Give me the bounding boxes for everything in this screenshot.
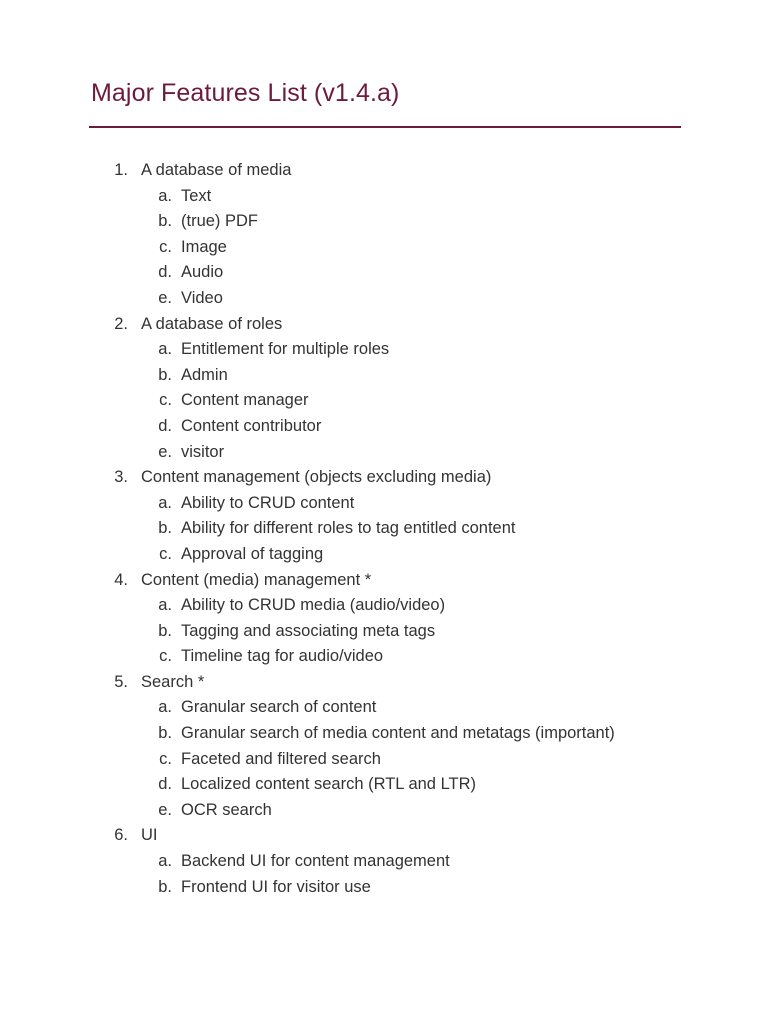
feature-item-text: A database of media	[141, 161, 292, 179]
feature-subitem-text: Timeline tag for audio/video	[181, 647, 384, 666]
feature-subitem-letter: b.	[158, 877, 172, 896]
feature-subitem	[0, 209, 768, 235]
document-title: Major Features List (v1.4.a)	[91, 79, 400, 107]
feature-subitem-text: Faceted and filtered search	[181, 749, 381, 768]
feature-subitem	[0, 798, 768, 824]
features-list	[0, 158, 768, 900]
feature-item-text: Content (media) management *	[141, 570, 372, 589]
feature-subitem-text: Ability to CRUD media (audio/video)	[181, 596, 446, 615]
feature-subitem	[0, 644, 768, 670]
feature-subitem-letter: b.	[158, 519, 172, 538]
feature-subitem-letter: b.	[158, 212, 172, 231]
feature-item-number: 3.	[114, 468, 128, 487]
feature-subitem-text: Approval of tagging	[181, 544, 324, 563]
feature-subitem-letter: a.	[158, 340, 172, 359]
feature-subitem	[0, 593, 768, 619]
feature-subitem	[0, 337, 768, 363]
feature-subitem-letter: e.	[158, 442, 172, 461]
feature-item-number: 6.	[114, 826, 128, 845]
feature-subitem	[0, 849, 768, 875]
feature-item-text: Search *	[141, 672, 205, 691]
feature-subitem	[0, 235, 768, 261]
feature-subitem-text: visitor	[181, 442, 225, 461]
feature-subitem-letter: c.	[159, 544, 172, 563]
title-underline-rule	[89, 126, 681, 128]
feature-subitem-letter: d.	[158, 416, 172, 435]
feature-item-number: 5.	[114, 672, 128, 691]
feature-subitem-text: Granular search of media content and metatags (important)	[181, 724, 615, 743]
feature-item	[0, 670, 768, 696]
feature-subitem	[0, 414, 768, 440]
feature-subitem-letter: b.	[158, 621, 172, 640]
feature-item-text: Content management (objects excluding media)	[141, 468, 492, 487]
feature-subitem	[0, 363, 768, 389]
feature-subitem	[0, 542, 768, 568]
feature-subitem-letter: d.	[158, 263, 172, 282]
feature-subitem	[0, 388, 768, 414]
feature-subitem	[0, 695, 768, 721]
feature-subitem-text: Content contributor	[181, 416, 322, 435]
feature-subitem-text: Frontend UI for visitor use	[181, 877, 371, 896]
feature-subitem-letter: d.	[158, 775, 172, 794]
feature-subitem-text: Image	[181, 237, 227, 256]
feature-subitem	[0, 721, 768, 747]
feature-subitem	[0, 491, 768, 517]
feature-subitem-text: Backend UI for content management	[181, 852, 450, 871]
feature-item	[0, 312, 768, 338]
feature-subitem-letter: b.	[158, 365, 172, 384]
feature-subitem-text: Ability for different roles to tag entitled content	[181, 519, 516, 538]
feature-subitem-text: Audio	[181, 263, 224, 282]
feature-subitem-letter: c.	[159, 647, 172, 666]
feature-subitem-text: (true) PDF	[181, 212, 259, 231]
feature-subitem-letter: c.	[159, 237, 172, 256]
feature-item-text: UI	[141, 826, 158, 845]
feature-item	[0, 823, 768, 849]
feature-subitem-letter: e.	[158, 288, 172, 307]
feature-subitem	[0, 747, 768, 773]
feature-subitem	[0, 286, 768, 312]
feature-subitem	[0, 875, 768, 901]
feature-subitem	[0, 260, 768, 286]
feature-subitem-text: OCR search	[181, 800, 272, 819]
feature-item	[0, 158, 768, 184]
feature-item-number: 4.	[114, 570, 128, 589]
feature-subitem	[0, 184, 768, 210]
feature-subitem-text: Ability to CRUD content	[181, 493, 355, 512]
feature-subitem-text: Admin	[181, 365, 228, 384]
feature-subitem-text: Content manager	[181, 391, 309, 410]
feature-item	[0, 465, 768, 491]
feature-subitem-text: Tagging and associating meta tags	[181, 621, 436, 640]
feature-subitem-letter: a.	[158, 852, 172, 871]
feature-subitem-letter: b.	[158, 724, 172, 743]
feature-item-number: 2.	[114, 314, 128, 333]
feature-subitem-letter: a.	[158, 186, 172, 205]
feature-item	[0, 568, 768, 594]
feature-subitem-letter: a.	[158, 493, 172, 512]
feature-subitem-letter: a.	[158, 698, 172, 717]
feature-subitem	[0, 516, 768, 542]
feature-subitem-text: Video	[181, 288, 223, 307]
feature-subitem	[0, 619, 768, 645]
feature-subitem-letter: c.	[159, 391, 172, 410]
feature-item-number: 1.	[114, 161, 128, 179]
feature-subitem-text: Localized content search (RTL and LTR)	[181, 775, 477, 794]
feature-subitem-letter: c.	[159, 749, 172, 768]
feature-subitem-text: Text	[181, 186, 212, 205]
feature-subitem	[0, 440, 768, 466]
feature-subitem	[0, 772, 768, 798]
feature-subitem-letter: e.	[158, 800, 172, 819]
feature-subitem-text: Entitlement for multiple roles	[181, 340, 390, 359]
feature-subitem-text: Granular search of content	[181, 698, 377, 717]
feature-subitem-letter: a.	[158, 596, 172, 615]
feature-item-text: A database of roles	[141, 314, 283, 333]
